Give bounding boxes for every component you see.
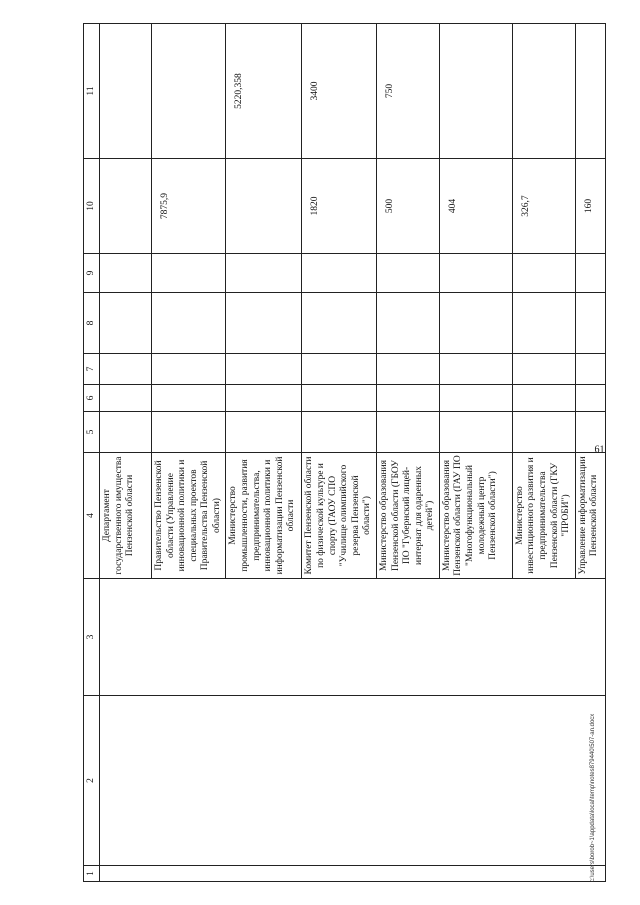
column-number-row xyxy=(84,24,100,882)
agency-cell: Департамент государственного имущества Пензенской области xyxy=(100,453,152,579)
column-number: 4 xyxy=(84,453,100,579)
value-col11 xyxy=(152,24,226,159)
value-col10: 404 xyxy=(439,159,512,254)
value-col11: 750 xyxy=(376,24,439,159)
value-col10: 500 xyxy=(376,159,439,254)
file-path-footer: c:\users\borob~1\appdata\local\temp\notes879440\507-an.docx xyxy=(590,713,596,882)
column-number: 11 xyxy=(84,24,100,159)
column-number: 7 xyxy=(84,354,100,385)
column-number: 10 xyxy=(84,159,100,254)
value-col10 xyxy=(226,159,302,254)
agency-cell: Комитет Пензенской области по физической культуре и спорту (ГАОУ СПО "Училище олимпийского резерва Пензенской области") xyxy=(302,453,376,579)
table-row xyxy=(100,24,152,882)
value-col11 xyxy=(100,24,152,159)
agency-cell: Управление информатизации Пензенской области xyxy=(575,453,605,579)
value-col11: 3400 xyxy=(302,24,376,159)
agency-cell: Министерство промышленности, развития предпринимательства, инновационной политики и информатизации Пензенской области xyxy=(226,453,302,579)
value-col11 xyxy=(512,24,575,159)
page-number: 61 xyxy=(594,444,605,456)
column-number: 6 xyxy=(84,385,100,412)
value-col10: 1820 xyxy=(302,159,376,254)
value-col10: 7875,9 xyxy=(152,159,226,254)
value-col10: 160 xyxy=(575,159,605,254)
value-col11 xyxy=(439,24,512,159)
agency-cell: Министерство инвестиционного развития и предпринимательства Пензенской области (ГКУ "ПРОБИ") xyxy=(512,453,575,579)
value-col11 xyxy=(575,24,605,159)
column-number: 3 xyxy=(84,579,100,696)
column-number: 9 xyxy=(84,254,100,293)
column-number: 2 xyxy=(84,696,100,866)
agency-cell: Министерство образования Пензенской области (ГАУ ПО "Многофункциональный молодежный центр Пензенской области") xyxy=(439,453,512,579)
agency-cell: Министерство образования Пензенской области (ГБОУ ПО "Губернский лицей-интернат для одаренных детей") xyxy=(376,453,439,579)
empty-cell xyxy=(100,579,606,696)
value-col10 xyxy=(100,159,152,254)
column-number: 1 xyxy=(84,866,100,882)
budget-table xyxy=(83,23,606,882)
column-number: 5 xyxy=(84,412,100,453)
agency-cell: Правительство Пензенской области (Управление инновационной политики и специальных проектов Правительства Пензенской области) xyxy=(152,453,226,579)
column-number: 8 xyxy=(84,293,100,354)
empty-cell xyxy=(100,866,606,882)
value-col10: 326,7 xyxy=(512,159,575,254)
value-col11: 5220,358 xyxy=(226,24,302,159)
empty-cell xyxy=(100,696,606,866)
